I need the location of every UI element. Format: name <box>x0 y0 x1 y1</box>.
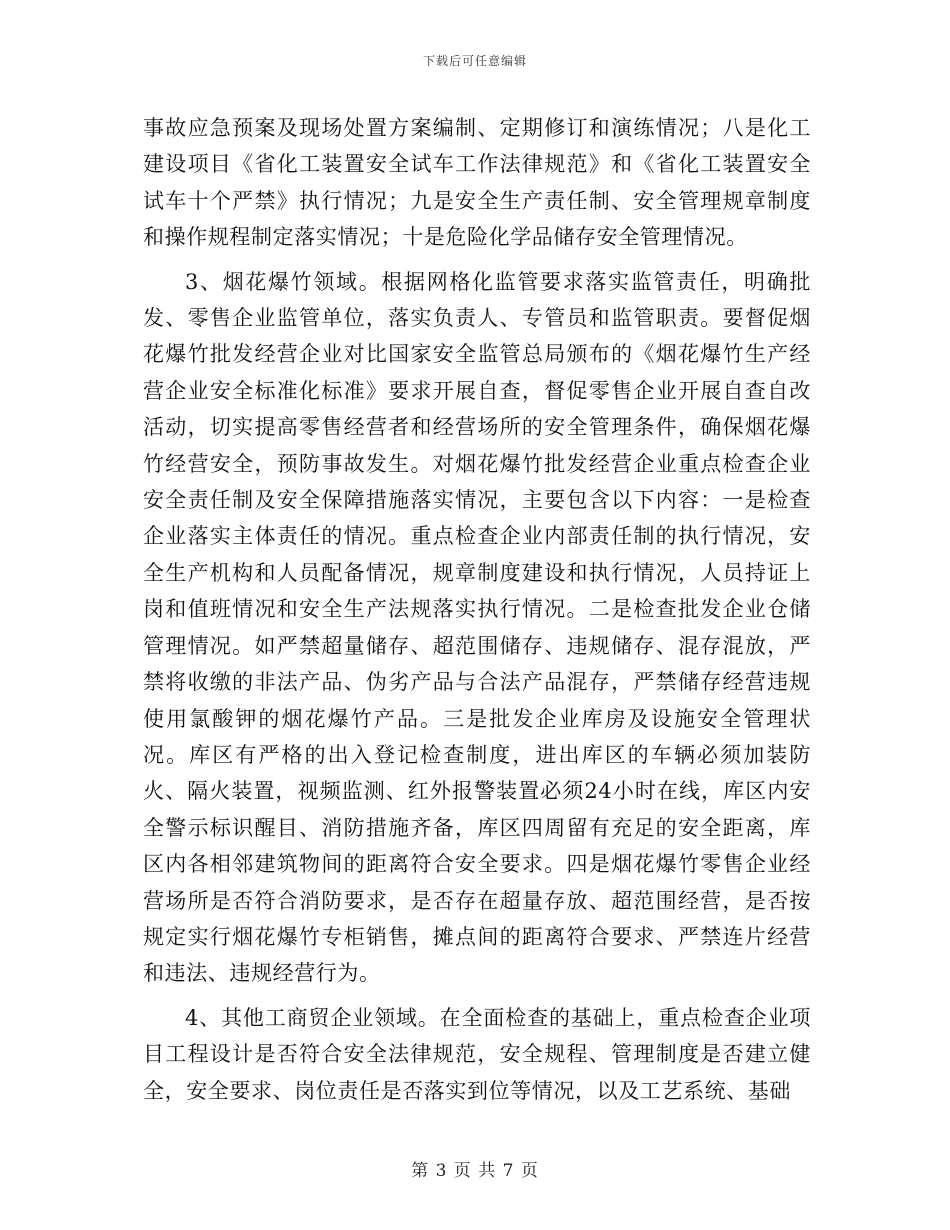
document-body <box>143 110 811 1117</box>
paragraph-other-industries: 4、其他工商贸企业领域。在全面检查的基础上，重点检查企业项目工程设计是否符合安全法律规范，安全规程、管理制度是否建立健全，安全要求、岗位责任是否落实到位等情况，以及工艺系统、基础 <box>143 1005 811 1103</box>
paragraph-fireworks: 3、烟花爆竹领域。根据网格化监管要求落实监管责任，明确批发、零售企业监管单位，落实负责人、专管员和监管职责。要督促烟花爆竹批发经营企业对比国家安全监管总局颁布的《烟花爆竹生产经营企业安全标准化标准》要求开展自查，督促零售企业开展自查自改活动，切实提高零售经营者和经营场所的安全管理条件，确保烟花爆竹经营安全，预防事故发生。对烟花爆竹批发经营企业重点检查企业安全责任制及安全保障措施落实情况，主要包含以下内容：一是检查企业落实主体责任的情况。重点检查企业内部责任制的执行情况，安全生产机构和人员配备情况，规章制度建设和执行情况，人员持证上岗和值班情况和安全生产法规落实执行情况。二是检查批发企业仓储管理情况。如严禁超量储存、超范围储存、违规储存、混存混放，严禁将收缴的非法产品、伪劣产品与合法产品混存，严禁储存经营违规使用氯酸钾的烟花爆竹产品。三是批发企业库房及设施安全管理状况。库区有严格的出入登记检查制度，进出库区的车辆必须加装防火、隔火装置，视频监测、红外报警装置必须24小时在线，库区内安全警示标识醒目、消防措施齐备，库区四周留有充足的安全距离，库区内各相邻建筑物间的距离符合安全要求。四是烟花爆竹零售企业经营场所是否符合消防要求，是否存在超量存放、超范围经营，是否按规定实行烟花爆竹专柜销售，摊点间的距离符合要求、严禁连片经营和违法、违规经营行为。 <box>143 269 811 986</box>
paragraph-continued: 事故应急预案及现场处置方案编制、定期修订和演练情况；八是化工建设项目《省化工装置安全试车工作法律规范》和《省化工装置安全试车十个严禁》执行情况；九是安全生产责任制、安全管理规章制度和操作规程制定落实情况；十是危险化学品储存安全管理情况。 <box>143 116 811 250</box>
page-number: 第 3 页 共 7 页 <box>411 1161 539 1181</box>
page-header: 下载后可任意编辑 <box>422 54 527 68</box>
